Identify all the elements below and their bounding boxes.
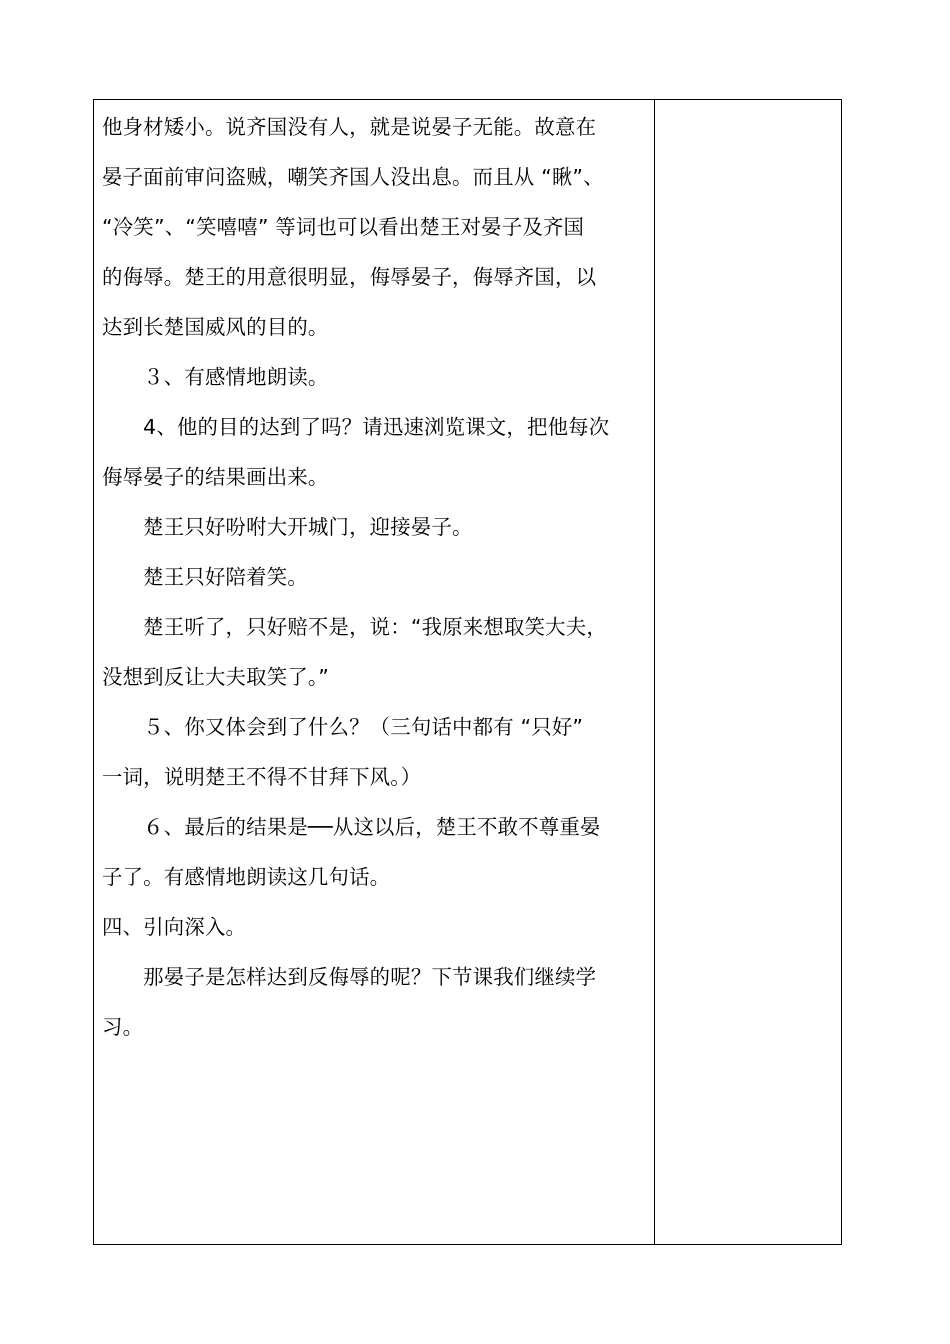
section-heading: 四、引向深入。	[102, 915, 247, 939]
text-line: 子了。有感情地朗读这几句话。	[102, 865, 391, 889]
text-line: 他身材矮小。说齐国没有人，就是说晏子无能。故意在	[102, 115, 597, 139]
text-line: 晏子面前审问盗贼，嘲笑齐国人没出息。而且从 “瞅”、	[102, 165, 604, 189]
text-line: 4、他的目的达到了吗？请迅速浏览课文，把他每次	[102, 415, 610, 439]
text-line: ３、有感情地朗读。	[102, 365, 329, 389]
content-cell	[94, 100, 655, 1244]
text-line: 一词，说明楚王不得不甘拜下风。）	[102, 765, 422, 789]
text-line: ５、你又体会到了什么？（三句话中都有 “只好”	[102, 715, 584, 739]
lesson-table	[93, 99, 842, 1245]
lesson-text	[102, 102, 648, 1052]
text-line: 习。	[102, 1015, 144, 1039]
text-line: 楚王只好陪着笑。	[102, 565, 308, 589]
text-line: 侮辱晏子的结果画出来。	[102, 465, 329, 489]
text-line: 达到长楚国威风的目的。	[102, 315, 329, 339]
text-line: 的侮辱。楚王的用意很明显，侮辱晏子，侮辱齐国，以	[102, 265, 597, 289]
text-line: ６、最后的结果是──从这以后，楚王不敢不尊重晏	[102, 815, 601, 839]
text-line: 那晏子是怎样达到反侮辱的呢？下节课我们继续学	[102, 965, 597, 989]
text-line: 楚王听了，只好赔不是，说：“我原来想取笑大夫，	[102, 615, 607, 639]
text-line: 没想到反让大夫取笑了。”	[102, 665, 330, 689]
text-line: 楚王只好吩咐大开城门，迎接晏子。	[102, 515, 473, 539]
text-line: “冷笑”、“笑嘻嘻” 等词也可以看出楚王对晏子及齐国	[102, 215, 585, 239]
notes-cell	[655, 100, 841, 1244]
